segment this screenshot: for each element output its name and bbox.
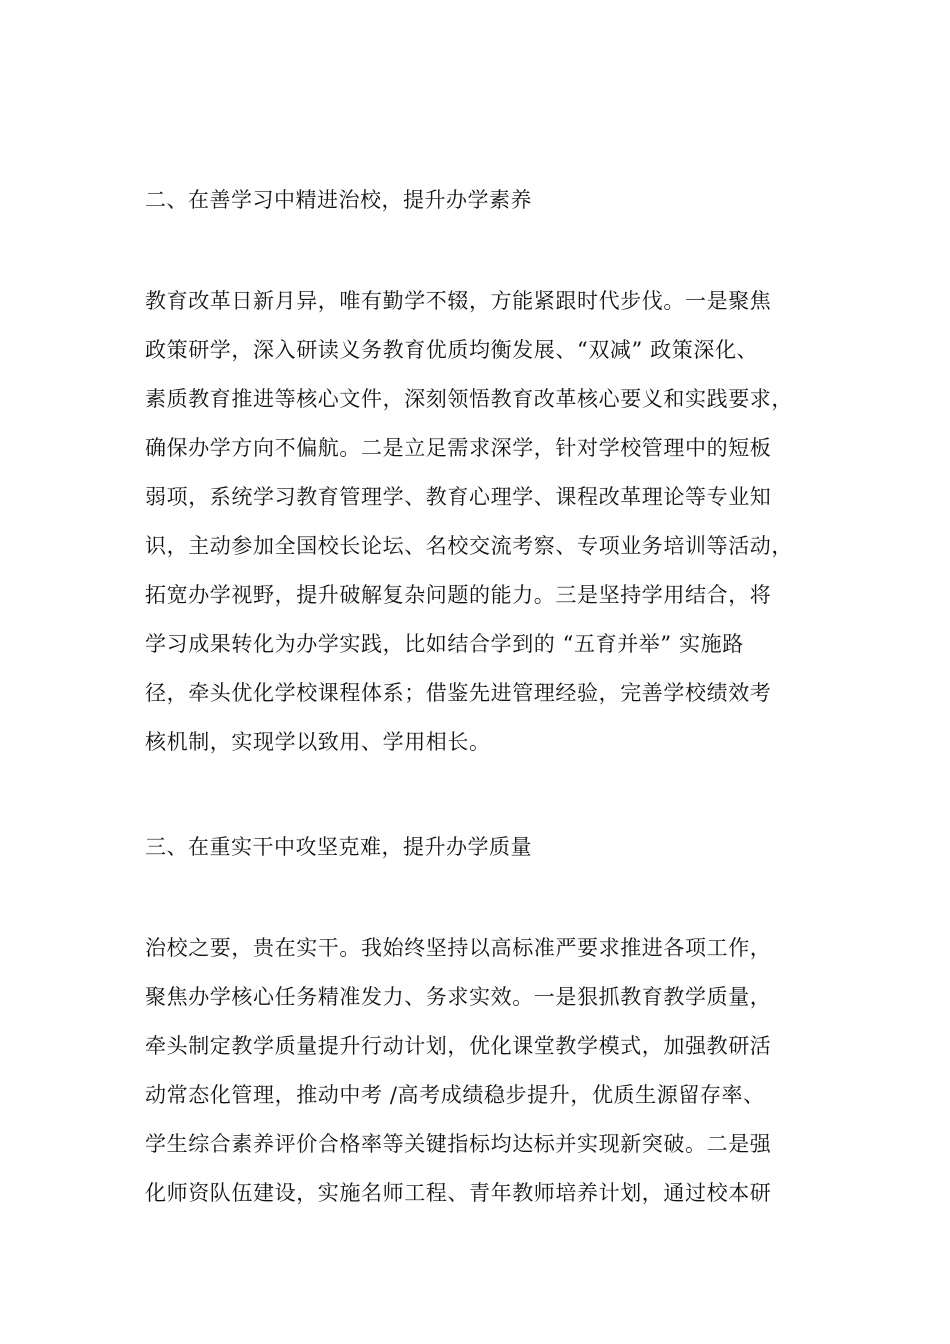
paragraph-line: 核机制，实现学以致用、学用相长。 <box>145 730 491 754</box>
paragraph-line: 治校之要，贵在实干。我始终坚持以高标准严要求推进各项工作， <box>145 936 772 960</box>
paragraph-line: 政策研学，深入研读义务教育优质均衡发展、“双减” 政策深化、 <box>145 338 759 362</box>
paragraph-line: 教育改革日新月异，唯有勤学不辍，方能紧跟时代步伐。一是聚焦 <box>145 289 772 313</box>
paragraph-line: 牵头制定教学质量提升行动计划，优化课堂教学模式，加强教研活 <box>145 1034 772 1058</box>
paragraph-line: 弱项，系统学习教育管理学、教育心理学、课程改革理论等专业知 <box>145 485 772 509</box>
paragraph-line: 聚焦办学核心任务精准发力、务求实效。一是狠抓教育教学质量， <box>145 985 772 1009</box>
paragraph-line: 学生综合素养评价合格率等关键指标均达标并实现新突破。二是强 <box>145 1132 772 1156</box>
paragraph-line: 素质教育推进等核心文件，深刻领悟教育改革核心要义和实践要求， <box>145 387 793 411</box>
paragraph-line: 化师资队伍建设，实施名师工程、青年教师培养计划，通过校本研 <box>145 1181 772 1205</box>
paragraph-line: 识，主动参加全国校长论坛、名校交流考察、专项业务培训等活动， <box>145 534 793 558</box>
section-2-heading: 二、在善学习中精进治校，提升办学素养 <box>145 188 532 212</box>
paragraph-line: 动常态化管理，推动中考 /高考成绩稳步提升，优质生源留存率、 <box>145 1083 765 1107</box>
section-3-heading: 三、在重实干中攻坚克难，提升办学质量 <box>145 835 532 859</box>
paragraph-line: 径，牵头优化学校课程体系；借鉴先进管理经验，完善学校绩效考 <box>145 681 772 705</box>
paragraph-line: 拓宽办学视野，提升破解复杂问题的能力。三是坚持学用结合，将 <box>145 583 772 607</box>
paragraph-line: 学习成果转化为办学实践，比如结合学到的 “五育并举” 实施路 <box>145 632 744 656</box>
paragraph-line: 确保办学方向不偏航。二是立足需求深学，针对学校管理中的短板 <box>145 436 772 460</box>
